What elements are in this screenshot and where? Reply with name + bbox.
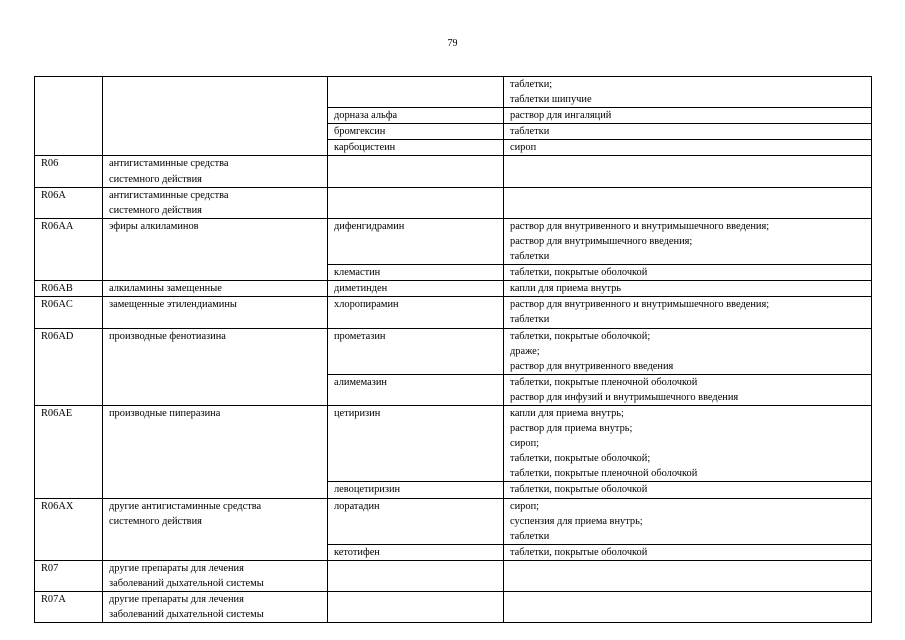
drug-name-cell [328, 187, 504, 218]
atc-code-cell: R06AE [35, 405, 103, 498]
table-row [35, 405, 872, 481]
table-row [35, 297, 872, 328]
dosage-form-cell: раствор для внутривенного и внутримышечного введения; раствор для внутримышечного введения; таблетки [504, 218, 872, 264]
dosage-form-cell [504, 156, 872, 187]
dosage-form-cell: раствор для ингаляций [504, 108, 872, 124]
drug-name-cell: цетиризин [328, 405, 504, 481]
atc-code-cell: R06AD [35, 328, 103, 405]
dosage-form-cell: таблетки; таблетки шипучие [504, 77, 872, 108]
dosage-form-cell: капли для приема внутрь [504, 281, 872, 297]
table-row [35, 77, 872, 108]
dosage-form-cell [504, 187, 872, 218]
pharmacological-group-cell: алкиламины замещенные [103, 281, 328, 297]
drug-name-cell [328, 560, 504, 591]
dosage-form-cell: таблетки, покрытые оболочкой [504, 544, 872, 560]
drug-name-cell: дифенгидрамин [328, 218, 504, 264]
atc-code-cell [35, 77, 103, 156]
drug-name-cell: карбоцистеин [328, 140, 504, 156]
drug-table [34, 76, 872, 623]
table-row [35, 187, 872, 218]
dosage-form-cell: сироп; суспензия для приема внутрь; таблетки [504, 498, 872, 544]
pharmacological-group-cell: антигистаминные средства системного действия [103, 156, 328, 187]
atc-code-cell: R07 [35, 560, 103, 591]
atc-code-cell: R07A [35, 592, 103, 623]
drug-name-cell: хлоропирамин [328, 297, 504, 328]
table-row [35, 281, 872, 297]
pharmacological-group-cell: другие антигистаминные средства системного действия [103, 498, 328, 560]
pharmacological-group-cell: производные пиперазина [103, 405, 328, 498]
drug-name-cell: лоратадин [328, 498, 504, 544]
drug-name-cell: кетотифен [328, 544, 504, 560]
dosage-form-cell: сироп [504, 140, 872, 156]
dosage-form-cell: таблетки, покрытые пленочной оболочкой раствор для инфузий и внутримышечного введения [504, 374, 872, 405]
atc-code-cell: R06AA [35, 218, 103, 280]
drug-name-cell: клемастин [328, 265, 504, 281]
drug-name-cell: прометазин [328, 328, 504, 374]
atc-code-cell: R06AX [35, 498, 103, 560]
pharmacological-group-cell [103, 77, 328, 156]
drug-name-cell [328, 77, 504, 108]
drug-name-cell: бромгексин [328, 124, 504, 140]
dosage-form-cell: таблетки [504, 124, 872, 140]
dosage-form-cell: таблетки, покрытые оболочкой; драже; раствор для внутривенного введения [504, 328, 872, 374]
drug-name-cell [328, 592, 504, 623]
dosage-form-cell: таблетки, покрытые оболочкой [504, 482, 872, 498]
dosage-form-cell [504, 560, 872, 591]
pharmacological-group-cell: эфиры алкиламинов [103, 218, 328, 280]
pharmacological-group-cell: антигистаминные средства системного действия [103, 187, 328, 218]
atc-code-cell: R06 [35, 156, 103, 187]
atc-code-cell: R06A [35, 187, 103, 218]
pharmacological-group-cell: другие препараты для лечения заболеваний дыхательной системы [103, 592, 328, 623]
atc-code-cell: R06AC [35, 297, 103, 328]
table-row [35, 218, 872, 264]
table-row [35, 560, 872, 591]
page-number: 79 [447, 38, 458, 49]
table-row [35, 592, 872, 623]
dosage-form-cell [504, 592, 872, 623]
drug-name-cell: алимемазин [328, 374, 504, 405]
drug-name-cell: левоцетиризин [328, 482, 504, 498]
pharmacological-group-cell: производные фенотиазина [103, 328, 328, 405]
table-row [35, 156, 872, 187]
dosage-form-cell: таблетки, покрытые оболочкой [504, 265, 872, 281]
drug-name-cell: диметинден [328, 281, 504, 297]
table-row [35, 328, 872, 374]
table-row [35, 498, 872, 544]
pharmacological-group-cell: другие препараты для лечения заболеваний дыхательной системы [103, 560, 328, 591]
dosage-form-cell: капли для приема внутрь; раствор для приема внутрь; сироп; таблетки, покрытые оболочкой; таблетки, покрытые пленочной оболочкой [504, 405, 872, 481]
drug-name-cell: дорназа альфа [328, 108, 504, 124]
dosage-form-cell: раствор для внутривенного и внутримышечного введения; таблетки [504, 297, 872, 328]
pharmacological-group-cell: замещенные этилендиамины [103, 297, 328, 328]
atc-code-cell: R06AB [35, 281, 103, 297]
drug-name-cell [328, 156, 504, 187]
